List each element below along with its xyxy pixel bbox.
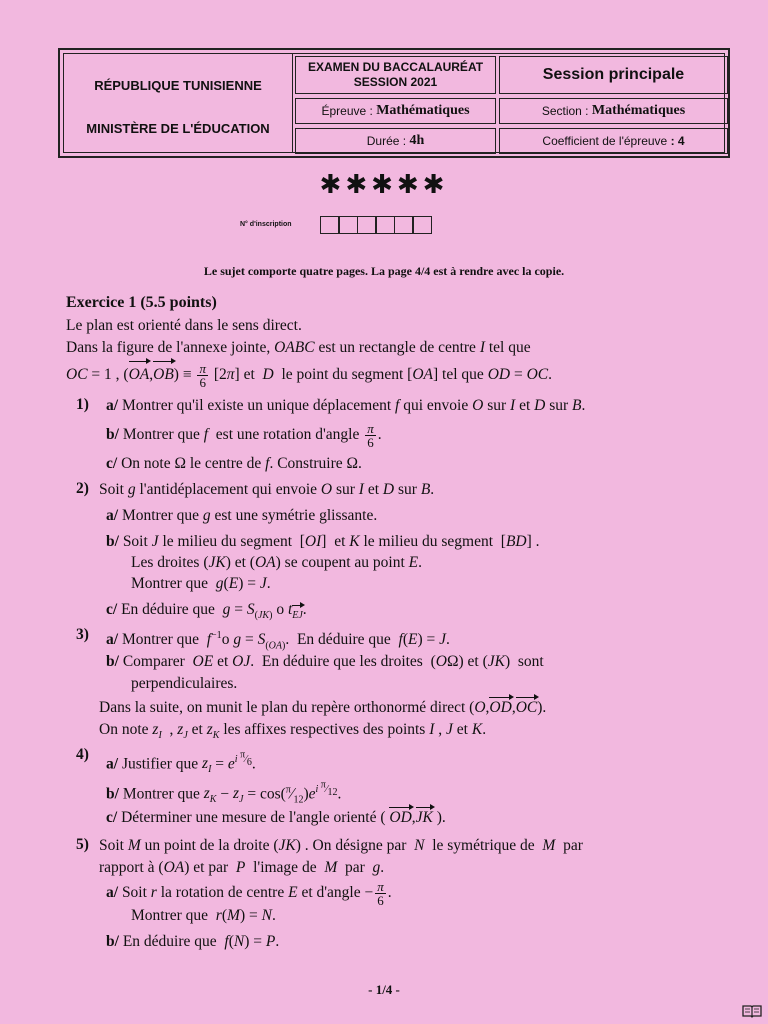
institution-block <box>64 54 293 152</box>
section-value: Mathématiques <box>591 103 686 118</box>
exam-title-cell <box>295 56 496 94</box>
stars-separator: ✱✱✱✱✱ <box>319 170 449 200</box>
q1c: c/ On note Ω le centre de f. Construire Ω. <box>106 455 362 472</box>
intro-line-2: Dans la figure de l'annexe jointe, OABC est un rectangle de centre I tel que <box>66 339 531 356</box>
q1b: b/ Montrer que f est une rotation d'angle $\frac{\pi}{6}$ . <box>106 421 382 450</box>
duree-label: Durée : <box>366 134 407 148</box>
exam-session: SESSION 2021 <box>353 75 438 89</box>
inscription-digit-box[interactable] <box>394 216 414 234</box>
subject-note: Le sujet comporte quatre pages. La page 4/4 est à rendre avec la copie. <box>203 264 565 278</box>
q2-number: 2) <box>76 480 89 497</box>
exercise-title: Exercice 1 (5.5 points) <box>66 294 217 311</box>
inscription-digit-box[interactable] <box>338 216 358 234</box>
epreuve-label: Épreuve : <box>321 104 373 118</box>
q2a: a/ Montrer que g est une symétrie glissante. <box>106 507 378 524</box>
q5b: b/ En déduire que f(N) = P. <box>106 933 280 950</box>
inscription-boxes[interactable] <box>321 216 432 234</box>
page-number: - 1/4 - <box>368 982 400 997</box>
q1-number: 1) <box>76 396 89 413</box>
exam-title: EXAMEN DU BACCALAURÉAT <box>307 60 484 74</box>
q2b-line2: Les droites (JK) et (OA) se coupent au point E. <box>131 554 422 571</box>
inscription-digit-box[interactable] <box>357 216 377 234</box>
book-icon <box>742 1004 762 1018</box>
q2b-line3: Montrer que g(E) = J. <box>131 575 271 592</box>
q5-number: 5) <box>76 836 89 853</box>
q5-intro-line2: rapport à (OA) et par P l'image de M par g. <box>99 859 385 876</box>
q4c: c/ Déterminer une mesure de l'angle orienté ( OD,JK ). <box>106 809 446 826</box>
q4a: a/ Justifier que $z_I = e^{i ^\pi⁄_6}$. <box>106 750 256 776</box>
q4b: b/ Montrer que $z_K - z_J$ = $\cos(^\pi⁄_{12})e^{i ^\pi⁄_{12}}$. <box>106 780 342 806</box>
q3-number: 3) <box>76 626 89 643</box>
coef-value: : 4 <box>670 134 685 148</box>
coef-label: Coefficient de l'épreuve <box>542 134 668 148</box>
epreuve-value: Mathématiques <box>376 103 470 118</box>
q5-intro: Soit M un point de la droite (JK) . On désigne par N le symétrique de M par <box>99 837 583 854</box>
ministry-name: MINISTÈRE DE L'ÉDUCATION <box>86 121 270 136</box>
section-cell <box>499 98 728 124</box>
q2-intro: Soit g l'antidéplacement qui envoie O sur I et D sur B. <box>99 481 435 498</box>
q3b-line2: perpendiculaires. <box>131 675 238 692</box>
intro-line-1: Le plan est orienté dans le sens direct. <box>66 317 302 334</box>
q2b: b/ Soit J le milieu du segment [OI] et K le milieu du segment [BD] . <box>106 533 540 550</box>
q4-number: 4) <box>76 746 89 763</box>
epreuve-cell <box>295 98 496 124</box>
duree-cell <box>295 128 496 154</box>
inscription-digit-box[interactable] <box>412 216 432 234</box>
exam-header <box>58 48 730 158</box>
inscription-digit-box[interactable] <box>375 216 395 234</box>
repere-line1: Dans la suite, on munit le plan du repère orthonormé direct (O,OD,OC). <box>99 699 547 716</box>
q2c: c/ En déduire que $g = S_{(JK)}$ o $t_{EJ}$. <box>106 600 307 626</box>
country-name: RÉPUBLIQUE TUNISIENNE <box>94 78 262 93</box>
q5a: a/ Soit r la rotation de centre E et d'angle − $\frac{\pi}{6}$ . <box>106 879 392 908</box>
session-cell <box>499 56 728 94</box>
section-label: Section : <box>541 104 589 118</box>
q3a: a/ Montrer que $f^{-1}o$ $g = S_{(OA)}$. En déduire que f(E) = J. <box>106 630 450 652</box>
coef-cell <box>499 128 728 154</box>
session-type: Session principale <box>542 66 685 83</box>
q1a: a/ Montrer qu'il existe un unique déplacement f qui envoie O sur I et D sur B. <box>106 397 586 414</box>
q3b: b/ Comparer OE et OJ. En déduire que les droites (OΩ) et (JK) sont <box>106 653 544 670</box>
q5a-line2: Montrer que r(M) = N. <box>131 907 276 924</box>
repere-line2: On note $z_I$ , $z_J$ et $z_K$ les affixes respectives des points I , J et K. <box>99 721 487 742</box>
inscription-digit-box[interactable] <box>320 216 340 234</box>
duree-value: 4h <box>409 133 425 148</box>
inscription-label: N° d'inscription <box>240 221 292 228</box>
intro-line-3: OC = 1 , (OA,OB) ≡ $\frac{\pi}{6}$ [2π] et D le point du segment [OA] tel que OD = OC. <box>66 361 552 390</box>
